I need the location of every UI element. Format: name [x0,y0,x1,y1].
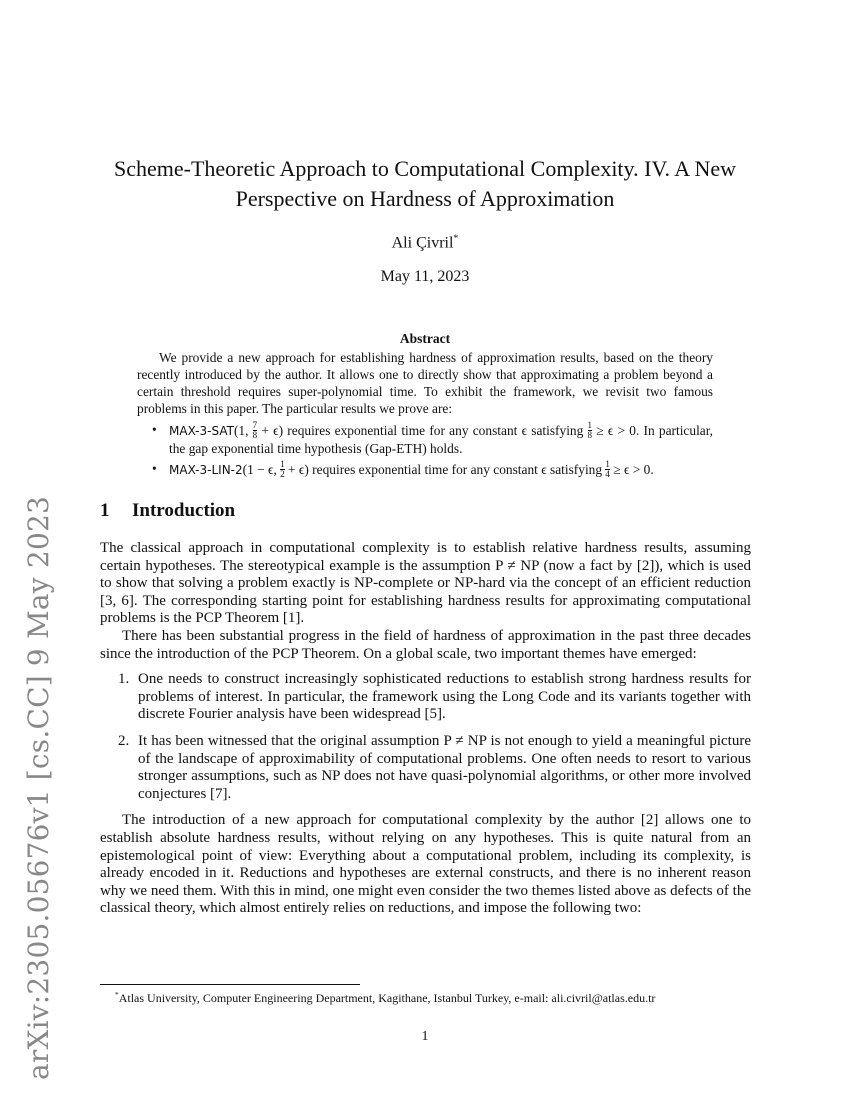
paragraph: The classical approach in computational complexity is to establish relative hardness results, assuming certain hypotheses. The stereotypical example is the assumption P ≠ NP (now a fact by [2]), which is used to show that solving a problem exactly is NP-complete or NP-hard via the concept of an efficient reduction [3, 6]. The corresponding starting point for establishing hardness results for approximating computational problems is the PCP Theorem [1]. [100,540,751,627]
footnote [115,990,765,1006]
footnote-rule [100,984,360,985]
fraction-numerator: 1 [605,459,610,469]
section-body [100,540,751,918]
fraction-denominator: 4 [605,469,610,479]
problem-name: MAX-3-LIN-2 [169,463,243,477]
fraction-denominator: 8 [587,430,593,440]
paper-date: May 11, 2023 [380,268,470,285]
paragraph: There has been substantial progress in the field of hardness of approximation in the past three decades since the introduction of the PCP Theorem. On a global scale, two important themes have emerged: [100,627,751,662]
footnote-mark: * [115,990,119,999]
abstract-bullet [169,460,713,479]
section-number: 1 [100,500,110,521]
problem-args-end: + ϵ) [284,462,309,477]
abstract [137,349,713,482]
fraction-denominator: 2 [280,469,285,479]
bullet-text-end: ≥ ϵ > 0. In particular, the gap exponential time hypothesis (Gap-ETH) holds. [169,423,713,456]
section-title: Introduction [132,500,236,521]
abstract-text: We provide a new approach for establishing hardness of approximation results, based on the theory recently introduced by the author. It allows one to directly show that approximating a problem beyond a certain threshold requires super-polynomial time. To exhibit the framework, we revisit two famous problems in this paper. The particular results we prove are: [137,350,713,416]
problem-args-end: + ϵ) [257,423,284,438]
themes-list [100,671,751,803]
abstract-bullet [169,421,713,457]
bullet-text-end: ≥ ϵ > 0. [609,462,654,477]
bullet-text: requires exponential time for any constant ϵ satisfying [283,423,588,438]
page-number: 1 [421,1029,429,1044]
list-item-text: It has been witnessed that the original assumption P ≠ NP is not enough to yield a meaningful picture of the landscape of approximability of computational problems. One often needs to resort to various stronger assumptions, such as NP does not have quasi-polynomial algorithms, or other more involved conjectures [7]. [138,732,751,802]
paper-title: Scheme-Theoretic Approach to Computational Complexity. IV. A New Perspective on Hardness of Approximation [114,156,736,211]
arxiv-identifier: arXiv:2305.05676v1 [cs.CC] 9 May 2023 [22,496,55,1080]
author-footnote-mark: * [453,233,459,244]
footnote-text: Atlas University, Computer Engineering Department, Kagithane, Istanbul Turkey, e-mail: ali.civril@atlas.edu.tr [118,991,656,1005]
list-item-text: One needs to construct increasingly sophisticated reductions to establish strong hardness results for problems of interest. In particular, the framework using the Long Code and its variants together with discrete Fourier analysis have been widespread [5]. [138,671,751,723]
fraction-numerator: 1 [280,459,285,469]
fraction-denominator: 8 [252,430,258,440]
abstract-heading: Abstract [399,331,451,346]
list-item [118,671,751,724]
abstract-results-list [137,421,713,479]
paragraph: The introduction of a new approach for computational complexity by the author [2] allows one to establish absolute hardness results, without relying on any hypotheses. This is quite natural from an epistemological point of view: Everything about a computational problem, including its complexity, is already encoded in it. Reductions and hypotheses are external constructs, and there is no inherent reason why we need them. With this in mind, one might even consider the two themes listed above as defects of the classical theory, which almost entirely relies on reductions, and impose the following two: [100,812,751,917]
list-item-number: 1. [118,671,130,688]
problem-name: MAX-3-SAT [169,424,234,438]
section-heading [100,500,235,522]
list-item-number: 2. [118,732,130,749]
problem-args: (1, [233,423,253,438]
author-name: Ali Çivril [391,234,454,252]
list-item [118,732,751,803]
fraction-numerator: 7 [252,420,258,430]
problem-args: (1 − ϵ, [242,462,281,477]
fraction-numerator: 1 [587,420,593,430]
author [100,233,750,252]
bullet-text: requires exponential time for any constant ϵ satisfying [308,462,606,477]
